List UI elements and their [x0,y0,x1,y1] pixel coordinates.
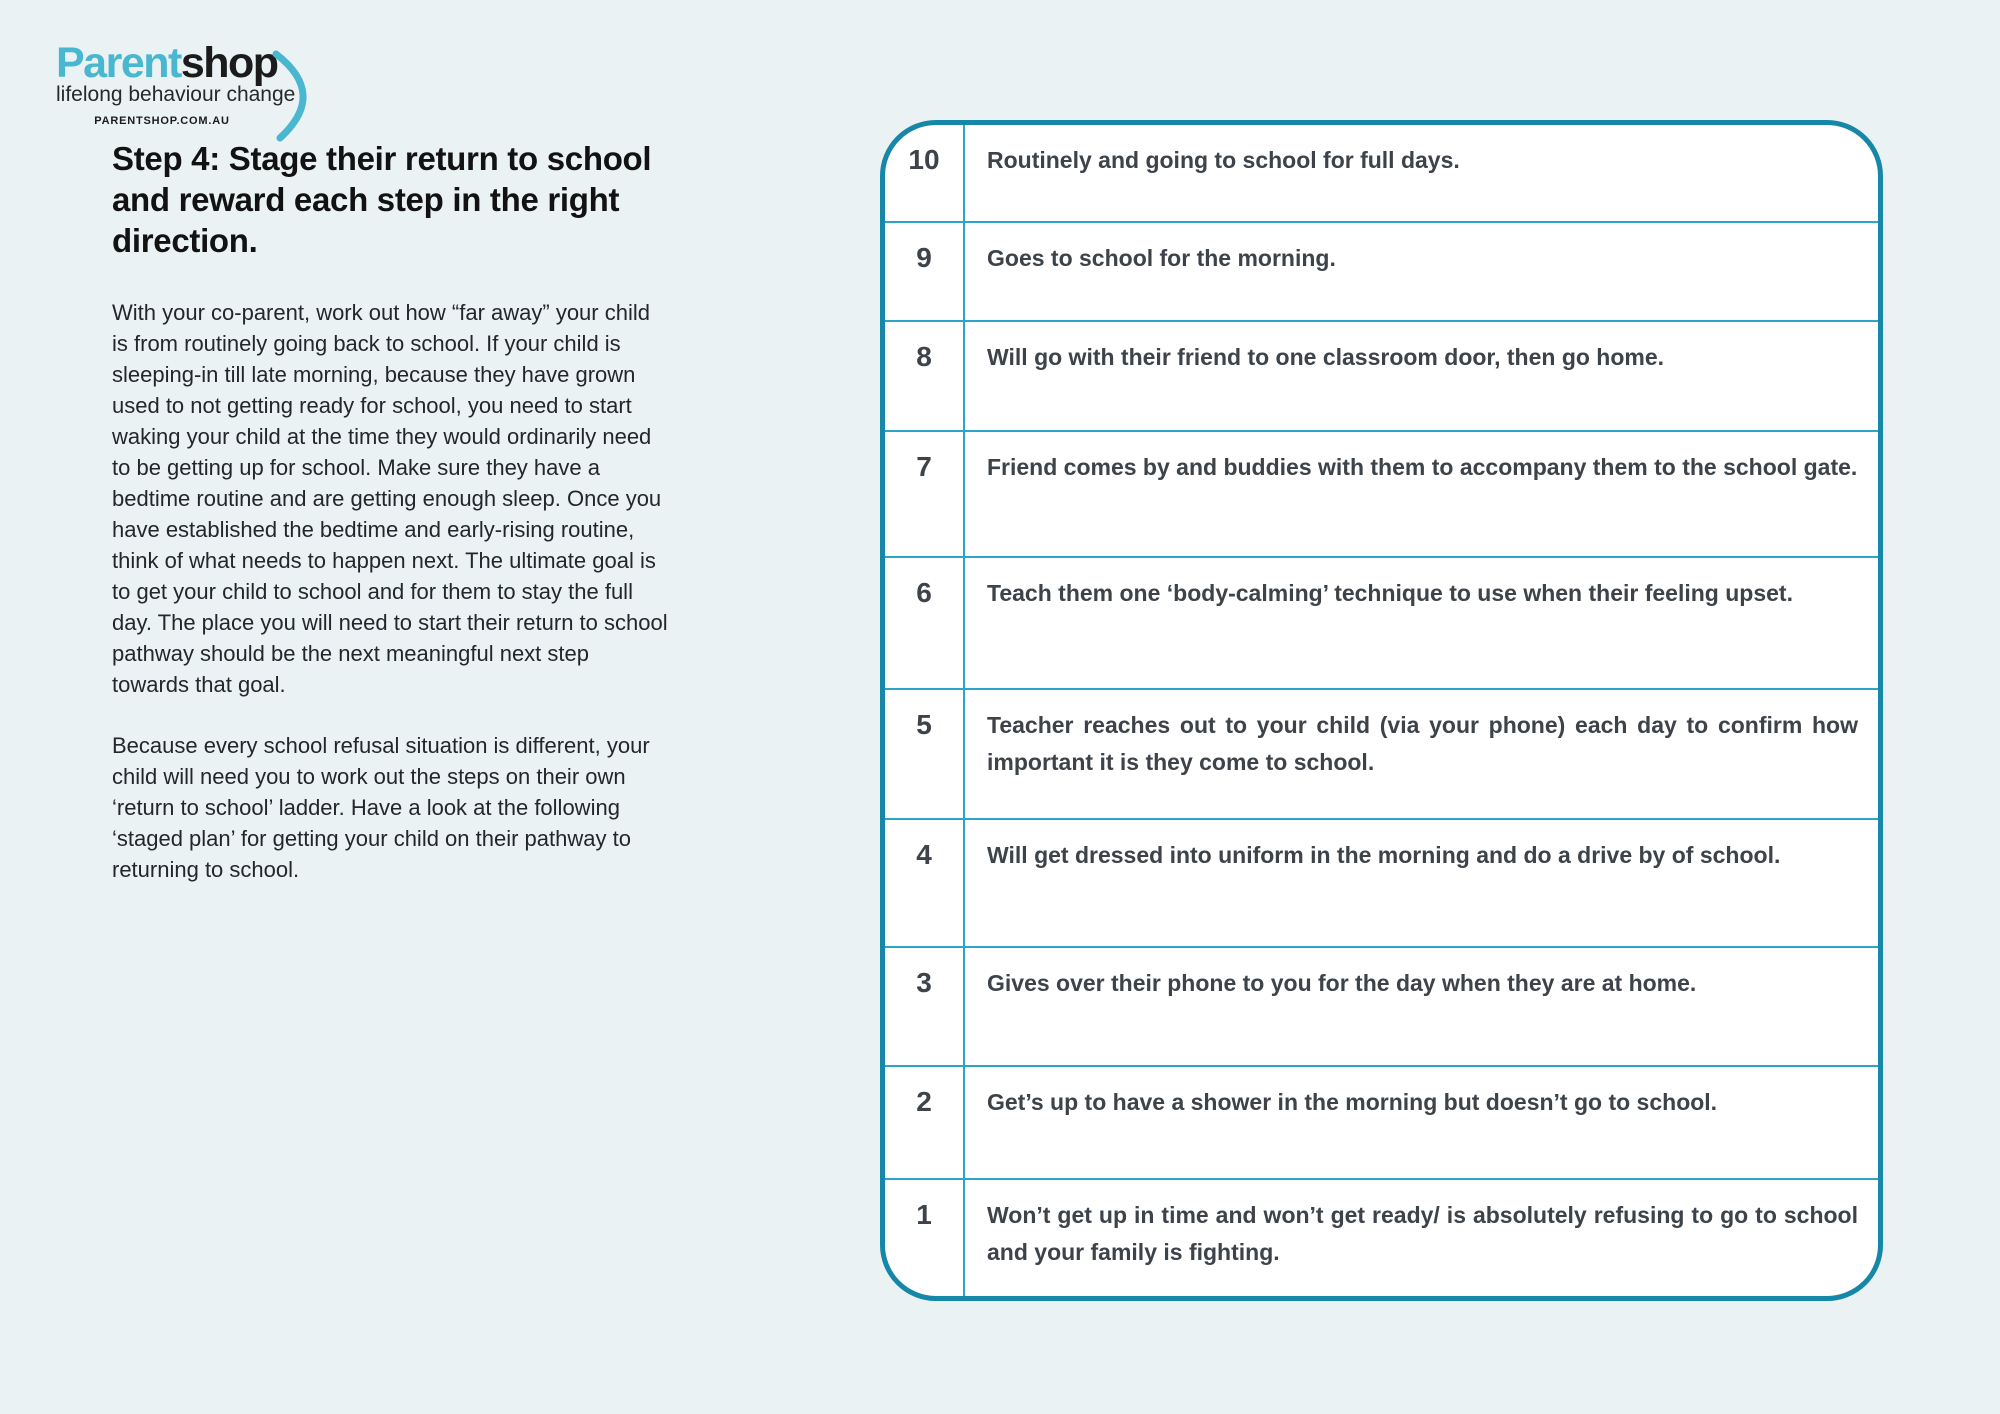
ladder-step-number: 1 [885,1180,965,1296]
ladder-row-7 [885,430,1878,556]
ladder-step-text: Teach them one ‘body-calming’ technique to use when their feeling upset. [987,580,1793,606]
ladder-row-10 [885,125,1878,221]
ladder-step-text: Friend comes by and buddies with them to accompany them to the school gate. [987,454,1858,480]
ladder-step-number: 9 [885,223,965,320]
ladder-step-number: 6 [885,558,965,688]
article-paragraph-1: With your co-parent, work out how “far away” your child is from routinely going back to school. If your child is sleeping-in till late morning, because they have grown used to not getting ready for school, you need to start waking your child at the time they would ordinarily need to be getting up for school. Make sure they have a bedtime routine and are getting enough sleep. Once you have established the bedtime and early-rising routine, think of what needs to happen next. The ultimate goal is to get your child to school and for them to stay the full day. The place you will need to start their return to school pathway should be the next meaningful next step towards that goal. [112,300,668,697]
ladder-step-text: Gives over their phone to you for the day when they are at home. [987,970,1697,996]
ladder-step-text: Won’t get up in time and won’t get ready/ is absolutely refusing to go to school and your family is fighting. [987,1202,1858,1265]
ladder-step-text: Routinely and going to school for full days. [987,147,1460,173]
ladder-row-2 [885,1065,1878,1178]
ladder-row-5 [885,688,1878,818]
ladder-step-number: 3 [885,948,965,1065]
ladder-step-number: 2 [885,1067,965,1178]
ladder-row-1 [885,1178,1878,1296]
ladder-row-4 [885,818,1878,946]
parentshop-logo [56,40,336,127]
ladder-step-number: 8 [885,322,965,430]
article-column [112,138,668,915]
page-title: Step 4: Stage their return to school and reward each step in the right direction. [112,140,652,259]
ladder-step-text: Get’s up to have a shower in the morning but doesn’t go to school. [987,1089,1718,1115]
logo-text-shop: shop [180,39,278,87]
logo-tagline: lifelong behaviour change [56,83,296,107]
ladder-step-number: 7 [885,432,965,556]
ladder-step-text: Goes to school for the morning. [987,245,1336,271]
return-to-school-ladder-table [880,120,1883,1301]
ladder-step-text: Will get dressed into uniform in the morning and do a drive by of school. [987,842,1781,868]
ladder-step-text: Teacher reaches out to your child (via your phone) each day to confirm how important it is they come to school. [987,712,1858,775]
ladder-step-text: Will go with their friend to one classroom door, then go home. [987,344,1665,370]
ladder-row-6 [885,556,1878,688]
article-paragraph-2: Because every school refusal situation is different, your child will need you to work out the steps on their own ‘return to school’ ladder. Have a look at the following ‘staged plan’ for getting your child on their pathway to returning to school. [112,733,650,882]
ladder-step-number: 4 [885,820,965,946]
logo-text-parent: Parent [56,39,181,87]
ladder-row-9 [885,221,1878,320]
ladder-row-8 [885,320,1878,430]
logo-website: PARENTSHOP.COM.AU [94,115,230,128]
logo-arc-icon [268,46,338,146]
ladder-step-number: 5 [885,690,965,818]
ladder-step-number: 10 [885,125,965,221]
ladder-row-3 [885,946,1878,1065]
